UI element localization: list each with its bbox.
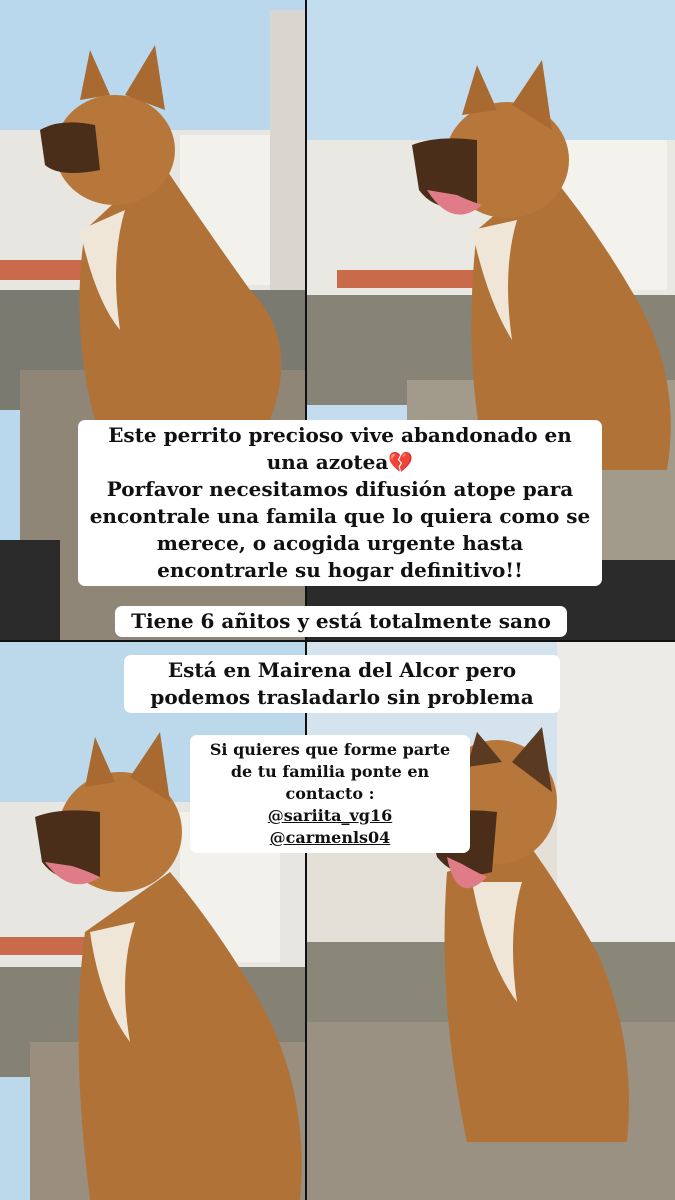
caption-abandoned-line2: Porfavor necesitamos difusión atope para encontrale una famila que lo quiera como se merece, o acogida urgente hasta encontrarle su hogar definitivo!! [89, 477, 591, 582]
caption-abandoned [78, 420, 602, 586]
contact-handle-2[interactable]: @carmenls04 [269, 828, 391, 847]
caption-location [124, 655, 560, 713]
caption-age-text: Tiene 6 añitos y está totalmente sano [131, 609, 551, 633]
caption-abandoned-line1: Este perrito precioso vive abandonado en una azotea [108, 423, 572, 474]
caption-contact [190, 735, 470, 853]
caption-location-text: Está en Mairena del Alcor pero podemos trasladarlo sin problema [150, 658, 534, 709]
photo-bottom-right [307, 642, 675, 1200]
contact-handle-1[interactable]: @sariita_vg16 [267, 806, 393, 825]
photo-bottom-left [0, 642, 305, 1200]
caption-contact-intro: Si quieres que forme parte de tu familia ponte en contacto : [209, 740, 451, 803]
broken-heart-icon: 💔 [388, 450, 414, 474]
caption-age [115, 606, 567, 637]
